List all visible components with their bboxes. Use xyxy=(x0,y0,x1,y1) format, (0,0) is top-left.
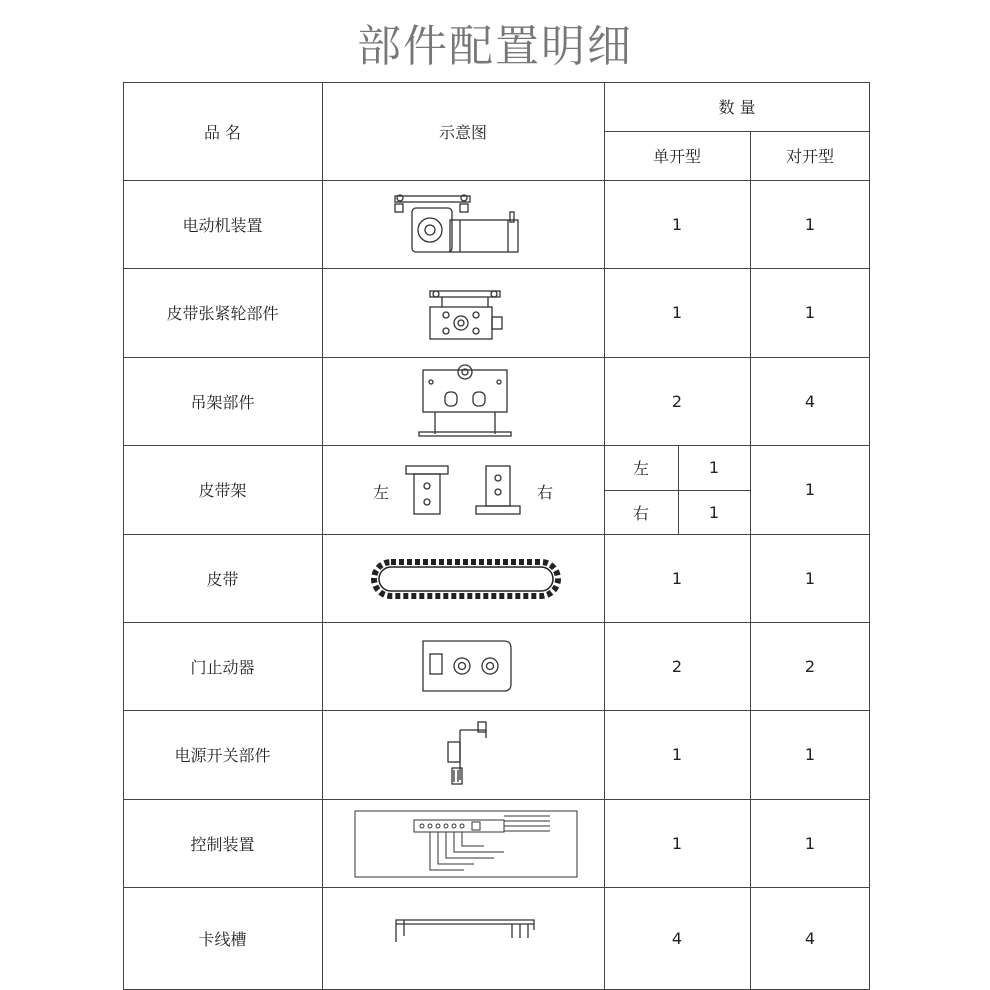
controller-icon xyxy=(354,810,578,878)
diagram-right-label: 右 xyxy=(536,482,553,502)
single-right-label: 右 xyxy=(632,503,649,523)
row-double-qty: 2 xyxy=(804,656,816,676)
row-single-qty: 1 xyxy=(671,745,683,764)
row-single-qty: 4 xyxy=(671,928,683,948)
header-single: 单开型 xyxy=(652,147,701,166)
row-name: 卡线槽 xyxy=(198,929,247,949)
row-double-qty: 1 xyxy=(804,745,816,764)
belt-clamp-icon xyxy=(402,462,522,518)
cable-trough-icon xyxy=(394,916,536,946)
motor-unit-icon xyxy=(390,190,530,260)
row-double-qty: 1 xyxy=(804,214,816,234)
row-double-qty: 1 xyxy=(804,833,816,853)
row-single-qty: 2 xyxy=(671,656,683,676)
row-single-qty: 1 xyxy=(671,833,683,853)
header-quantity: 数 量 xyxy=(718,98,756,117)
row-name: 皮带架 xyxy=(198,481,247,500)
row-name: 电源开关部件 xyxy=(174,746,271,765)
row-name: 电动机装置 xyxy=(182,215,263,235)
row-double-qty: 4 xyxy=(804,928,816,948)
header-diagram: 示意图 xyxy=(438,122,487,142)
col-divider-1 xyxy=(322,82,323,990)
row-single-qty: 1 xyxy=(671,568,683,588)
hanger-bracket-icon xyxy=(415,362,515,440)
row-single-qty: 1 xyxy=(671,214,683,234)
door-stopper-icon xyxy=(420,638,514,694)
power-switch-icon xyxy=(440,718,500,790)
single-right-qty: 1 xyxy=(708,502,720,522)
diagram-left-label: 左 xyxy=(372,482,389,502)
row-single-qty: 1 xyxy=(671,303,683,322)
row-double-qty: 1 xyxy=(804,480,816,499)
header-double: 对开型 xyxy=(785,147,834,166)
row-double-qty: 1 xyxy=(804,303,816,322)
single-left-qty: 1 xyxy=(708,458,720,477)
row-single-qty: 2 xyxy=(671,391,683,411)
page-title: 部件配置明细 xyxy=(357,21,633,72)
row-name: 门止动器 xyxy=(190,657,255,677)
single-left-label: 左 xyxy=(632,459,649,478)
belt-tensioner-icon xyxy=(420,287,510,343)
row-double-qty: 1 xyxy=(804,568,816,588)
belt-icon xyxy=(370,558,562,600)
row-name: 控制装置 xyxy=(190,834,255,854)
row-double-qty: 4 xyxy=(804,391,816,411)
row-name: 皮带 xyxy=(206,569,239,589)
row-name: 吊架部件 xyxy=(190,392,255,412)
row-name: 皮带张紧轮部件 xyxy=(166,304,279,323)
header-name: 品 名 xyxy=(203,122,242,142)
